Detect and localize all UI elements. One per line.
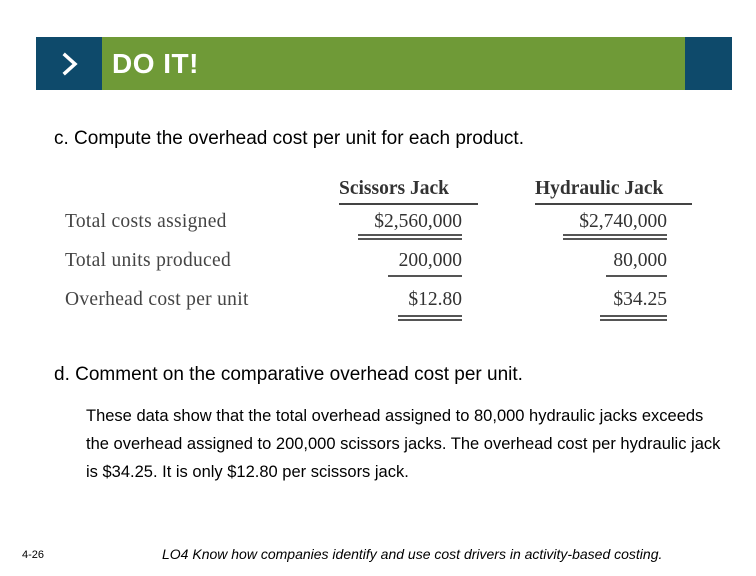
overhead-table [60,176,720,326]
underline [358,234,462,236]
banner-title: DO IT! [112,48,199,79]
cell-scissors-total-units: 200,000 [398,250,462,271]
header-rule [535,203,692,205]
row-label-total-costs: Total costs assigned [65,211,227,232]
underline [563,238,667,240]
cell-scissors-overhead-per-unit: $12.80 [408,289,462,310]
chevron-right-icon [56,50,84,78]
cell-scissors-total-costs: $2,560,000 [374,211,462,232]
underline [358,238,462,240]
header-hydraulic-jack: Hydraulic Jack [535,178,664,199]
underline [606,275,667,277]
header-rule [339,203,478,205]
cell-hydraulic-overhead-per-unit: $34.25 [613,289,667,310]
page-number: 4-26 [22,549,45,561]
banner-right-block [685,37,732,90]
underline [388,275,462,277]
question-part-d: d. Comment on the comparative overhead cost per unit. [54,364,523,385]
double-underline [600,315,667,317]
cell-hydraulic-total-costs: $2,740,000 [579,211,667,232]
double-underline [398,319,462,321]
underline [563,234,667,236]
header-scissors-jack: Scissors Jack [339,178,449,199]
double-underline [398,315,462,317]
cell-hydraulic-total-units: 80,000 [613,250,667,271]
question-part-c: c. Compute the overhead cost per unit for each product. [54,128,524,149]
learning-objective: LO4 Know how companies identify and use cost drivers in activity-based costing. [162,546,663,562]
answer-text: These data show that the total overhead assigned to 80,000 hydraulic jacks exceeds the overhead assigned to 200,000 scissors jacks. The overhead cost per hydraulic jack is $34.25. It is only $12.80 per scissors jack. [86,407,721,481]
double-underline [600,319,667,321]
row-label-total-units: Total units produced [65,250,232,271]
row-label-overhead-per-unit: Overhead cost per unit [65,289,249,310]
